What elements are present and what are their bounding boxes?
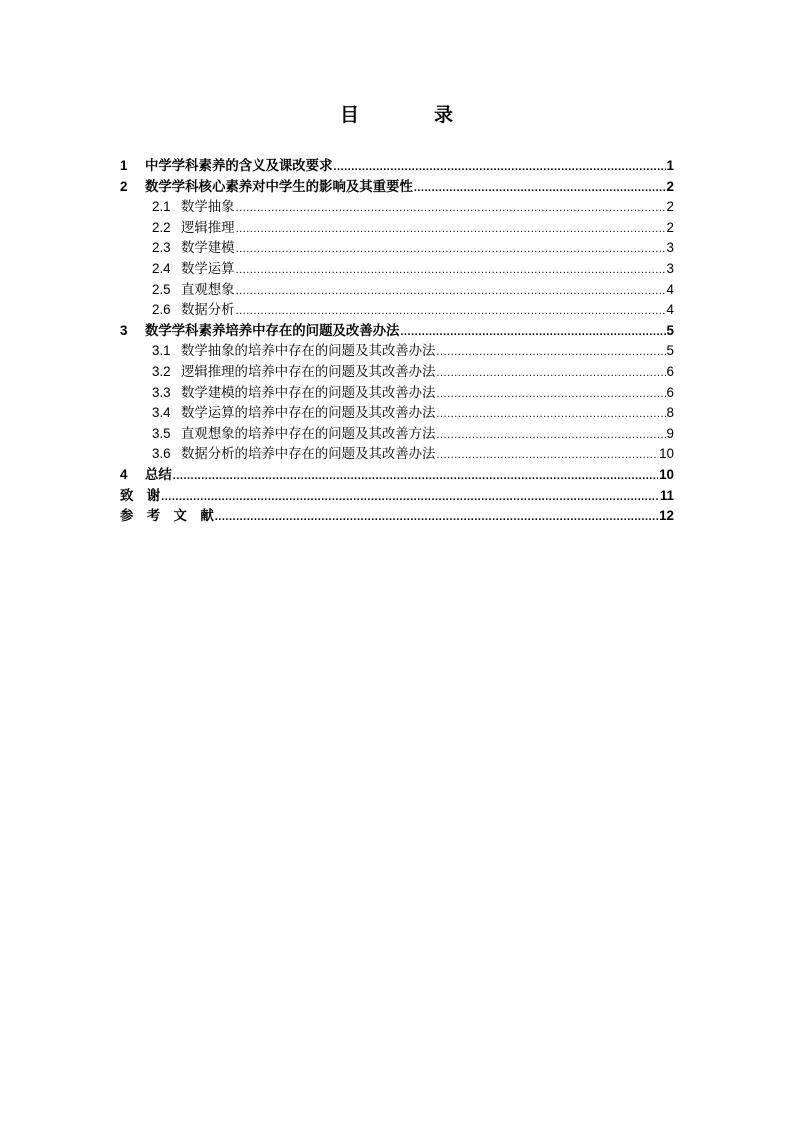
toc-entry-page: 8 [666,405,674,421]
toc-entry-label: 致 谢 [120,488,161,504]
dot-leader [436,449,658,461]
toc-entry-label: 数学建模的培养中存在的问题及其改善办法 [181,385,436,401]
dot-leader [436,388,665,400]
toc-entry-page: 2 [666,199,674,215]
dot-leader [236,264,666,276]
toc-entry-number: 4 [120,466,128,482]
toc-entry-references[interactable] [120,505,674,526]
toc-entry-label: 数据分析 [181,303,235,319]
toc-entry-2-3[interactable] [120,237,674,258]
toc-entry-label: 数据分析的培养中存在的问题及其改善办法 [181,447,436,463]
toc-entry-page: 2 [666,219,674,235]
dot-leader [333,161,665,173]
toc-entry-page: 4 [666,302,674,318]
toc-entry-2-1[interactable] [120,196,674,217]
toc-entry-label: 逻辑推理的培养中存在的问题及其改善办法 [181,364,436,380]
dot-leader [400,326,665,338]
toc-entry-acknowledgements[interactable] [120,485,674,506]
toc-entry-3[interactable] [120,320,674,341]
toc-entry-3-5[interactable] [120,423,674,444]
toc-entry-page: 10 [659,446,674,462]
toc-entry-page: 3 [666,240,674,256]
toc-entry-number: 2 [120,178,128,194]
dot-leader [436,429,665,441]
toc-entry-label: 数学建模 [181,241,235,257]
dot-leader [436,408,665,420]
toc-entry-number: 2.6 [152,302,171,318]
toc-entry-page: 11 [659,487,674,503]
toc-entry-page: 1 [666,158,674,173]
dot-leader [236,223,666,235]
toc-entry-page: 5 [666,343,674,359]
toc-entry-label: 数学学科素养培养中存在的问题及改善办法 [145,323,400,339]
toc-entry-number: 3.4 [152,405,171,421]
toc-entry-1[interactable] [120,155,674,176]
toc-entry-page: 6 [666,384,674,400]
toc-entry-number: 3.1 [152,343,171,359]
toc-entry-page: 4 [666,281,674,297]
toc-entry-label: 数学运算 [181,261,235,277]
toc-entry-label: 直观想象 [181,282,235,298]
dot-leader [161,491,659,503]
toc-entry-number: 2.5 [152,281,171,297]
toc-entry-label: 中学学科素养的含义及课改要求 [145,159,333,174]
toc-entry-3-3[interactable] [120,382,674,403]
dot-leader [236,202,666,214]
toc-entry-3-4[interactable] [120,402,674,423]
dot-leader [215,511,658,523]
toc-entry-page: 6 [666,363,674,379]
toc-entry-page: 9 [666,425,674,441]
toc-entry-page: 10 [659,466,674,482]
dot-leader [236,305,666,317]
toc-entry-page: 5 [666,322,674,338]
dot-leader [436,346,665,358]
table-of-contents [120,155,674,526]
toc-entry-number: 2.3 [152,240,171,256]
toc-title: 目 录 [339,104,481,126]
dot-leader [173,470,658,482]
toc-entry-number: 1 [120,158,128,173]
dot-leader [236,285,666,297]
toc-entry-label: 数学抽象的培养中存在的问题及其改善办法 [181,344,436,360]
toc-entry-label: 逻辑推理 [181,220,235,236]
dot-leader [436,367,665,379]
dot-leader [236,243,666,255]
toc-entry-2-5[interactable] [120,279,674,300]
toc-entry-3-2[interactable] [120,361,674,382]
toc-entry-number: 2.4 [152,260,171,276]
toc-entry-label: 数学学科核心素养对中学生的影响及其重要性 [145,179,413,195]
toc-entry-page: 2 [666,178,674,194]
toc-entry-label: 直观想象的培养中存在的问题及其改善方法 [181,426,436,442]
toc-entry-number: 3.6 [152,446,171,462]
toc-entry-number: 3.5 [152,425,171,441]
toc-entry-3-6[interactable] [120,443,674,464]
toc-entry-2-2[interactable] [120,217,674,238]
toc-entry-label: 总结 [145,467,172,483]
toc-entry-number: 2.2 [152,219,171,235]
dot-leader [414,182,666,194]
toc-entry-page: 3 [666,260,674,276]
toc-entry-2-4[interactable] [120,258,674,279]
toc-entry-number: 3.3 [152,384,171,400]
toc-entry-2[interactable] [120,176,674,197]
toc-entry-label: 数学抽象 [181,200,235,216]
toc-entry-number: 3.2 [152,363,171,379]
toc-entry-label: 参 考 文 献 [120,509,214,525]
toc-entry-number: 3 [120,322,128,338]
toc-entry-page: 12 [659,508,674,524]
toc-entry-2-6[interactable] [120,299,674,320]
toc-entry-label: 数学运算的培养中存在的问题及其改善办法 [181,406,436,422]
toc-entry-4[interactable] [120,464,674,485]
toc-entry-3-1[interactable] [120,340,674,361]
toc-entry-number: 2.1 [152,199,171,215]
